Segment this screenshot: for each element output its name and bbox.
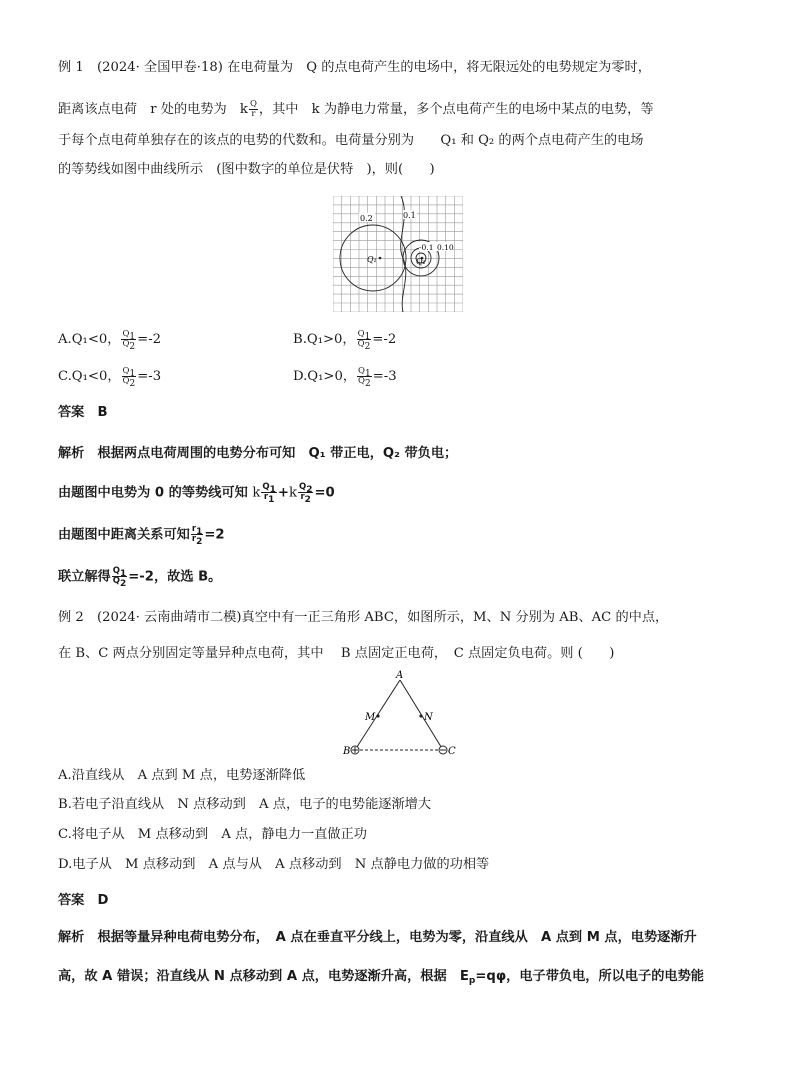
ex1-line-4: 的等势线如图中曲线所示 (图中数字的单位是伏特 )，则( )	[58, 162, 435, 177]
ex1-line-3: 于每个点电荷单独存在的该点的电势的代数和。电荷量分别为 Q₁ 和 Q₂ 的两个点电荷产生的电场	[58, 133, 644, 148]
fig1-label-q2: Q₂	[416, 257, 426, 266]
ex2-line-2: 在 B、C 两点分别固定等量异种点电荷，其中 B 点固定正电荷， C 点固定负电荷。则 ( )	[58, 646, 615, 661]
ex1-option-a[interactable]: A.Q₁<0， $\frac{Q_1}{Q_2}$ =-2	[58, 329, 162, 352]
tri-label-b: B	[343, 746, 351, 757]
ex1-analysis-2: 由题图中电势为 0 的等势线可知 k $\frac{Q_1}{r_1}$ +k $\frac{Q_2}{r_2}$ =0	[58, 482, 335, 505]
fig1-label-0.2: 0.2	[360, 214, 373, 223]
ex1-answer: 答案 B	[58, 405, 108, 420]
ex2-option-b[interactable]: B.若电子沿直线从 N 点移动到 A 点，电子的电势能逐渐增大	[58, 797, 432, 812]
ex1-analysis-1: 解析 根据两点电荷周围的电势分布可知 Q₁ 带正电，Q₂ 带负电；	[58, 446, 458, 461]
ex2-line-1: 例 2 (2024· 云南曲靖市二模)真空中有一正三角形 ABC，如图所示，M、N 分别为 AB、AC 的中点，	[58, 610, 669, 625]
ex2-answer: 答案 D	[58, 893, 109, 908]
ex1-analysis-3: 由题图中距离关系可知 $\frac{r_1}{r_2}$ =2	[58, 524, 225, 547]
equipotential-figure	[333, 196, 463, 312]
ex1-option-c[interactable]: C.Q₁<0， $\frac{Q_1}{Q_2}$ =-3	[58, 366, 162, 389]
potential-formula-fraction: $\frac{Q}{r}$	[249, 99, 257, 119]
tri-label-n: N	[424, 712, 433, 723]
tri-label-c: C	[448, 746, 456, 757]
fig1-label-0.10: 0.10	[437, 243, 454, 252]
ex1-option-b[interactable]: B.Q₁>0， $\frac{Q_1}{Q_2}$ =-2	[293, 329, 397, 352]
fig1-label-q1: Q₁	[367, 255, 377, 264]
ex2-option-a[interactable]: A.沿直线从 A 点到 M 点，电势逐渐降低	[58, 768, 306, 783]
tri-label-a: A	[396, 670, 404, 681]
ex2-option-d[interactable]: D.电子从 M 点移动到 A 点与从 A 点移动到 N 点静电力做的功相等	[58, 857, 490, 872]
ex1-option-d[interactable]: D.Q₁>0， $\frac{Q_1}{Q_2}$ =-3	[293, 366, 397, 389]
ex2-analysis-2: 高，故 A 错误；沿直线从 N 点移动到 A 点，电势逐渐升高，根据 $E_p=q\varphi$，电子带负电，所以电子的电势能	[58, 969, 704, 986]
tri-label-m: M	[365, 712, 376, 723]
fig1-label-neg0.1: -0.1	[419, 243, 434, 252]
fig1-label-0.1: 0.1	[403, 211, 416, 220]
ex1-line-1: 例 1 (2024· 全国甲卷·18) 在电荷量为 Q 的点电荷产生的电场中，将无限远处的电势规定为零时，	[58, 60, 651, 75]
ex2-analysis-1: 解析 根据等量异种电荷电势分布， A 点在垂直平分线上，电势为零，沿直线从 A 点到 M 点，电势逐渐升	[58, 930, 697, 945]
triangle-figure	[340, 670, 460, 760]
ex1-line-2: 距离该点电荷 r 处的电势为 k $\frac{Q}{r}$ ，其中 k 为静电力常量，多个点电荷产生的电场中某点的电势，等	[58, 99, 654, 119]
ex1-analysis-4: 联立解得 $\frac{Q_1}{Q_2}$ =-2，故选 B。	[58, 566, 222, 589]
ex2-option-c[interactable]: C.将电子从 M 点移动到 A 点，静电力一直做正功	[58, 827, 367, 842]
